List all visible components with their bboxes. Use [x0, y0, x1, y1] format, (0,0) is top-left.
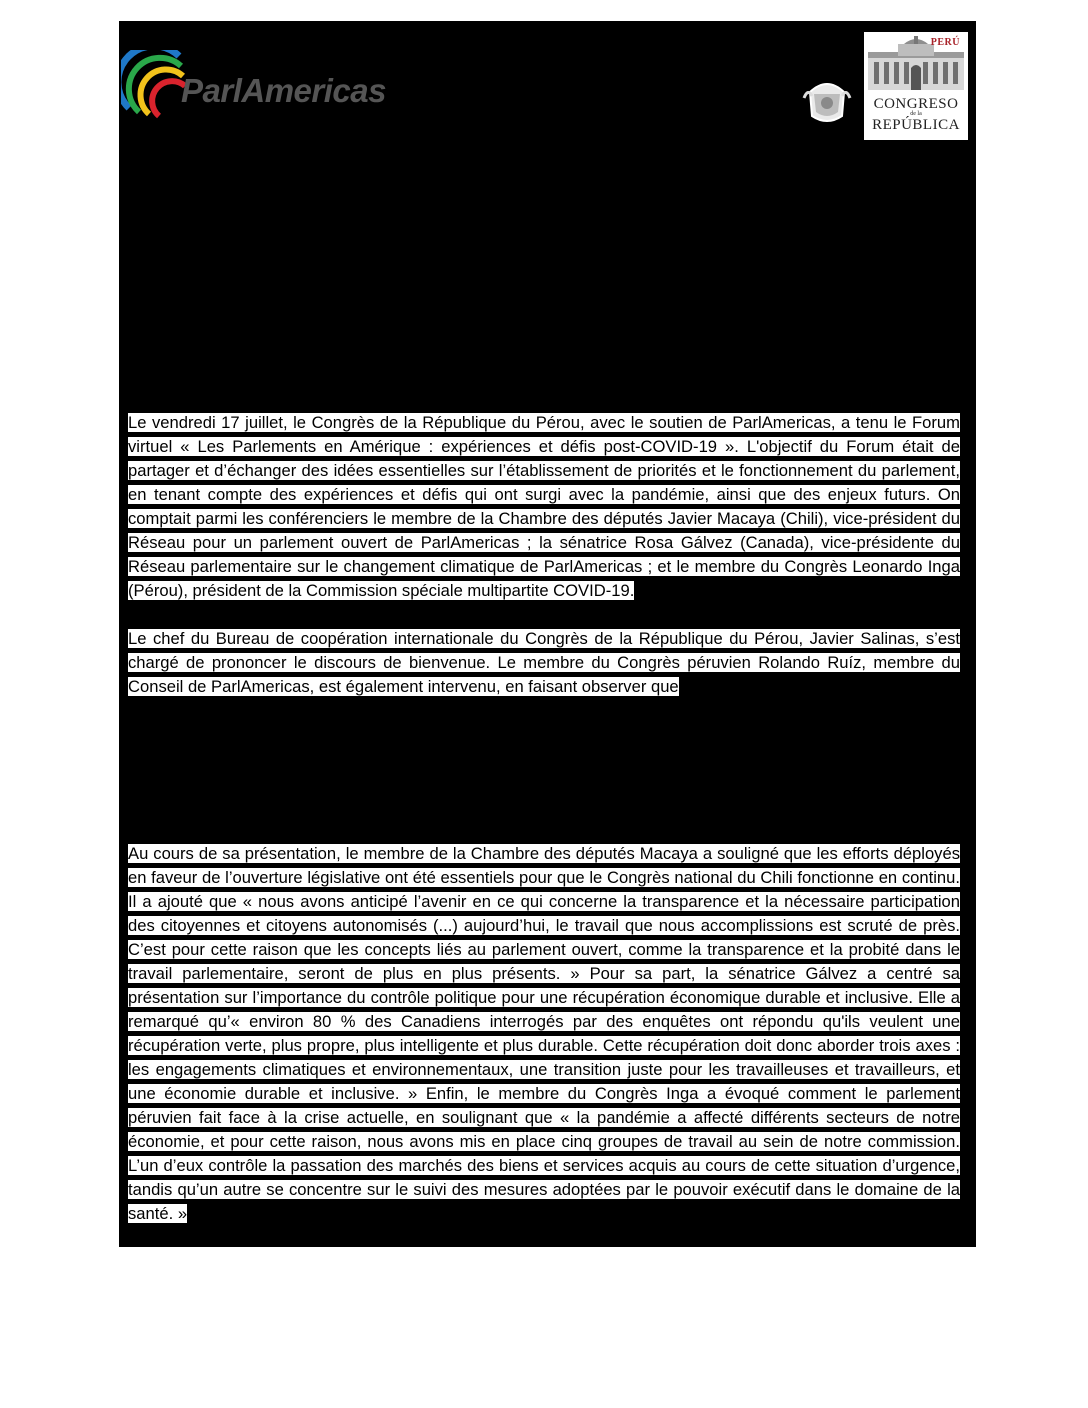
parlamericas-logo — [121, 50, 431, 132]
congreso-line3: REPÚBLICA — [872, 117, 960, 133]
paragraph-3 — [128, 842, 960, 1226]
paragraph-2-text: Le chef du Bureau de coopération internationale du Congrès de la République du Pérou, Javier Salinas, s’est chargé de prononcer le discours de bienvenue. Le membre du Congrès péruvien Rolando Ruíz, membre du Conseil de ParlAmericas, est également intervenu, en faisant observer que — [128, 629, 960, 696]
parlamericas-wordmark: ParlAmericas — [181, 72, 386, 109]
congreso-peru-logo — [864, 32, 968, 140]
congreso-line2: de la — [910, 111, 922, 117]
paragraph-1-text: Le vendredi 17 juillet, le Congrès de la République du Pérou, avec le soutien de ParlAmericas, a tenu le Forum virtuel « Les Parlements en Amérique : expériences et défis post-COVID-19 ». L'objectif du Forum était de partager et d’échanger des idées essentielles sur l’établissement de priorités et le fonctionnement du parlement, en tenant compte des expériences et défis qui ont surgi avec la pandémie, ainsi que des enjeux futurs. On comptait parmi les conférenciers le membre de la Chambre des députés Javier Macaya (Chili), vice-président du Réseau pour un parlement ouvert de ParlAmericas ; la sénatrice Rosa Gálvez (Canada), vice-présidente du Réseau parlementaire sur le changement climatique de ParlAmericas ; et le membre du Congrès Leonardo Inga (Pérou), président de la Commission spéciale multipartite COVID-19. — [128, 413, 960, 600]
paragraph-1 — [128, 411, 960, 603]
coat-of-arms-icon — [800, 72, 854, 126]
congreso-country-label: PERÚ — [930, 37, 960, 48]
congreso-line1: CONGRESO — [873, 96, 959, 112]
paragraph-2 — [128, 627, 960, 699]
paragraph-3-text: Au cours de sa présentation, le membre de la Chambre des députés Macaya a souligné que les efforts déployés en faveur de l’ouverture législative ont été essentiels pour que le Congrès national du Chili fonctionne en continu. Il a ajouté que « nous avons anticipé l’avenir en ce qui concerne la transparence et la nécessaire participation des citoyennes et citoyens autonomisés (...) aujourd’hui, le travail que nous accomplissions est scruté de près. C’est pour cette raison que les concepts liés au parlement ouvert, comme la transparence et la probité dans le travail parlementaire, seront de plus en plus présents. » Pour sa part, la sénatrice Gálvez a centré sa présentation sur l’importance du contrôle politique pour une récupération économique durable et inclusive. Elle a remarqué qu’« environ 80 % des Canadiens interrogés par des enquêtes ont répondu qu'ils veulent une récupération verte, plus propre, plus intelligente et plus durable. Cette récupération doit donc aborder trois axes : les engagements climatiques et environnementaux, une transition juste pour les travailleuses et travailleurs, et une économie durable et inclusive. » Enfin, le membre du Congrès Inga a évoqué comment le parlement péruvien fait face à la crise actuelle, en soulignant que « la pandémie a affecté différents secteurs de notre économie, et pour cette raison, nous avons mis en place cinq groupes de travail au sein de notre commission. L’un d’eux contrôle la passation des marchés des biens et services acquis au cours de cette situation d’urgence, tandis qu’un autre se concentre sur le suivi des mesures adoptées par le pouvoir exécutif dans le domaine de la santé. » — [128, 844, 960, 1223]
